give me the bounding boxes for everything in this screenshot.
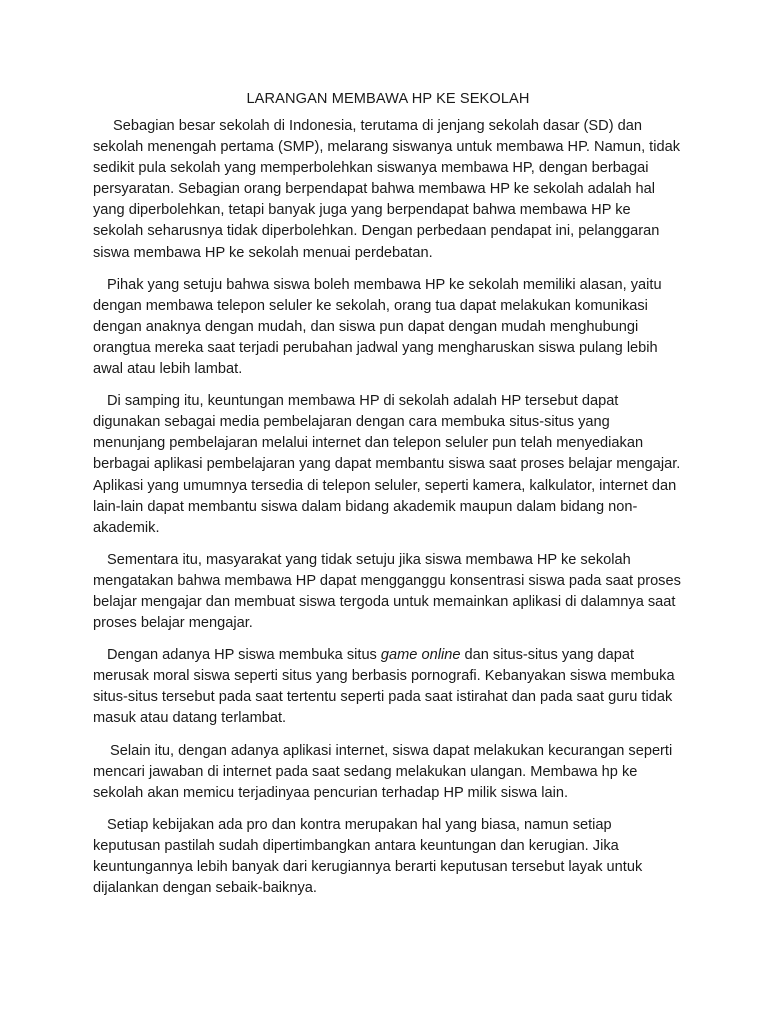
paragraph-3: Di samping itu, keuntungan membawa HP di sekolah adalah HP tersebut dapat digunakan sebagai media pembelajaran dengan cara membuka situs-situs yang menunjang pembelajaran melalui internet dan telepon seluler pun telah menyediakan berbagai aplikasi pembelajaran yang dapat membantu siswa saat proses belajar mengajar. Aplikasi yang umumnya tersedia di telepon seluler, seperti kamera, kalkulator, internet dan lain-lain dapat membantu siswa dalam bidang akademik maupun dalam bidang non-akademik.: [93, 393, 681, 536]
paragraph-6: Selain itu, dengan adanya aplikasi internet, siswa dapat melakukan kecurangan seperti mencari jawaban di internet pada saat sedang melakukan ulangan. Membawa hp ke sekolah akan memicu terjadinyaa pencurian terhadap HP milik siswa lain.: [93, 742, 673, 801]
paragraph-5-text-end: dan situs-situs yang dapat merusak moral siswa seperti situs yang berbasis pornografi. Kebanyakan siswa membuka situs-situs tersebut pada saat tertentu seperti pada saat istirahat dan pada saat guru tidak masuk atau datang terlambat.: [93, 647, 675, 727]
paragraph-5-text-start: Dengan adanya HP siswa membuka situs: [107, 647, 381, 664]
paragraph-1: Sebagian besar sekolah di Indonesia, terutama di jenjang sekolah dasar (SD) dan sekolah menengah pertama (SMP), melarang siswanya untuk membawa HP. Namun, tidak sedikit pula sekolah yang memperbolehkan siswanya membawa HP, dengan berbagai persyaratan. Sebagian orang berpendapat bahwa membawa HP ke sekolah adalah hal yang diperbolehkan, tetapi banyak juga yang berpendapat bahwa membawa HP ke sekolah seharusnya tidak diperbolehkan. Dengan perbedaan pendapat ini, pelanggaran siswa membawa HP ke sekolah menuai perdebatan.: [93, 118, 681, 261]
document-title: LARANGAN MEMBAWA HP KE SEKOLAH: [246, 91, 530, 107]
paragraph-5-emphasis: game online: [380, 647, 461, 664]
paragraph-7: Setiap kebijakan ada pro dan kontra merupakan hal yang biasa, namun setiap keputusan pastilah sudah dipertimbangkan antara keuntungan dan kerugian. Jika keuntungannya lebih banyak dari kerugiannya berarti keputusan tersebut layak untuk dijalankan dengan sebaik-baiknya.: [93, 816, 643, 897]
paragraph-2: Pihak yang setuju bahwa siswa boleh membawa HP ke sekolah memiliki alasan, yaitu dengan membawa telepon seluler ke sekolah, orang tua dapat melakukan komunikasi dengan anaknya dengan mudah, dan siswa pun dapat dengan mudah menghubungi orangtua mereka saat terjadi perubahan jadwal yang mengharuskan siswa pulang lebih awal atau lebih lambat.: [93, 276, 662, 378]
document-body: [93, 88, 683, 910]
paragraph-5: [93, 645, 683, 729]
paragraph-4: Sementara itu, masyarakat yang tidak setuju jika siswa membawa HP ke sekolah mengatakan bahwa membawa HP dapat mengganggu konsentrasi siswa pada saat proses belajar mengajar dan membuat siswa tergoda untuk memainkan aplikasi di dalamnya saat proses belajar mengajar.: [93, 551, 681, 632]
